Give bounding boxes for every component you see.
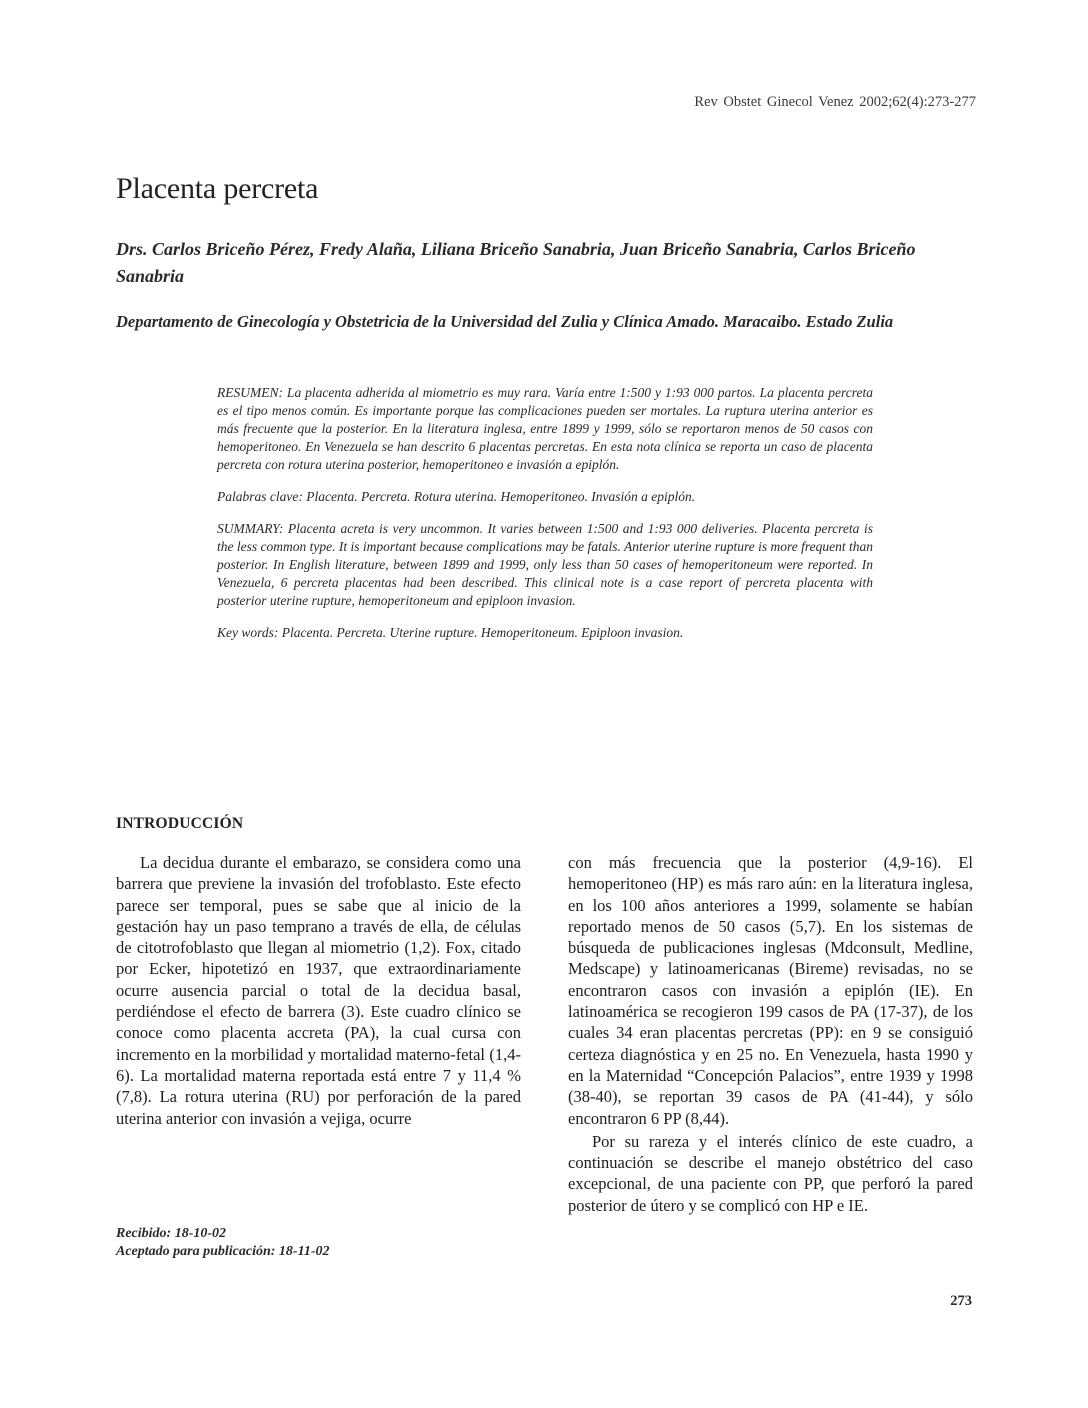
received-date: Recibido: 18-10-02 bbox=[116, 1226, 227, 1241]
accepted-date: Aceptado para publicación: 18-11-02 bbox=[116, 1244, 330, 1259]
intro-paragraph-1-continued: con más frecuencia que la posterior (4,9-16). El hemoperitoneo (HP) es más raro aún: en la literatura inglesa, en los 100 años anteriores a 1999, solamente se habían reportado menos de 50 casos (5,7). En los sistemas de búsqueda de publicaciones inglesas (Mdconsult, Medline, Medscape) y latinoamericanas (Bireme) revisadas, no se encontraron casos con invasión a epiplón (IE). En latinoamérica se recogieron 199 casos de PA (17-37), de los cuales 34 eran placentas percretas (PP): en 9 se consiguió certeza diagnóstica y en 25 no. En Venezuela, hasta 1990 y en la Maternidad “Concepción Palacios”, entre 1939 y 1998 (38-40), se reportan 39 casos de PA (41-44), y sólo encontraron 6 PP (8,44). bbox=[568, 853, 973, 1128]
journal-reference: Rev Obstet Ginecol Venez 2002;62(4):273-277 bbox=[694, 94, 976, 110]
intro-paragraph-2: Por su rareza y el interés clínico de este cuadro, a continuación se describe el manejo obstétrico del caso excepcional, de una paciente con PP, que perforó la pared posterior de útero y se complicó con HP e IE. bbox=[568, 1131, 973, 1215]
resumen-paragraph: RESUMEN: La placenta adherida al miometrio es muy rara. Varía entre 1:500 y 1:93 000 partos. La placenta percreta es el tipo menos común. Es importante porque las complicaciones pueden ser mortales. La ruptura uterina anterior es más frecuente que la posterior. En la literatura inglesa, entre 1899 y 1999, sólo se reportaron menos de 50 casos con hemoperitoneo. En Venezuela se han descrito 6 placentas percretas. En esta nota clínica se reporta un caso de placenta percreta con rotura uterina posterior, hemoperitoneo e invasión a epiplón. bbox=[217, 385, 873, 472]
author-list: Drs. Carlos Briceño Pérez, Fredy Alaña, Liliana Briceño Sanabria, Juan Briceño Sanabria, Carlos Briceño Sanabria bbox=[116, 239, 916, 286]
page-number: 273 bbox=[950, 1293, 972, 1309]
article-title: Placenta percreta bbox=[116, 172, 319, 205]
palabras-clave: Palabras clave: Placenta. Percreta. Rotura uterina. Hemoperitoneo. Invasión a epiplón. bbox=[217, 489, 696, 504]
intro-paragraph-1: La decidua durante el embarazo, se considera como una barrera que previene la invasión del trofoblasto. Este efecto parece ser temporal, pues se sabe que al inicio de la gestación hay un paso temprano a través de ella, de células de citotrofoblasto que llegan al miometrio (1,2). Fox, citado por Ecker, hipotetizó en 1937, que extraordinariamente ocurre ausencia parcial o total de la decidua basal, perdiéndose el efecto de barrera (3). Este cuadro clínico se conoce como placenta accreta (PA), la cual cursa con incremento en la morbilidad y mortalidad materno-fetal (1,4-6). La mortalidad materna reportada está entre 7 y 11,4 % (7,8). La rotura uterina (RU) por perforación de la pared uterina anterior con invasión a vejiga, ocurre bbox=[116, 853, 521, 1128]
key-words: Key words: Placenta. Percreta. Uterine rupture. Hemoperitoneum. Epiploon invasion. bbox=[217, 625, 684, 640]
summary-paragraph: SUMMARY: Placenta acreta is very uncommon. It varies between 1:500 and 1:93 000 deliveries. Placenta percreta is the less common type. It is important because complications may be fatals. Anterior uterine rupture is more frequent than posterior. In English literature, between 1899 and 1999, only less than 50 cases of hemoperitoneum were reported. In Venezuela, 6 percreta placentas had been described. This clinical note is a case report of percreta placenta with posterior uterine rupture, hemoperitoneum and epiploon invasion. bbox=[217, 521, 873, 608]
abstract-block bbox=[217, 384, 873, 656]
submission-dates bbox=[116, 1225, 330, 1261]
section-heading-introduccion: INTRODUCCIÓN bbox=[116, 815, 244, 832]
body-column-left bbox=[116, 852, 521, 1129]
body-column-right bbox=[568, 852, 973, 1216]
author-affiliation: Departamento de Ginecología y Obstetricia de la Universidad del Zulia y Clínica Amado. Maracaibo. Estado Zulia bbox=[116, 312, 894, 331]
